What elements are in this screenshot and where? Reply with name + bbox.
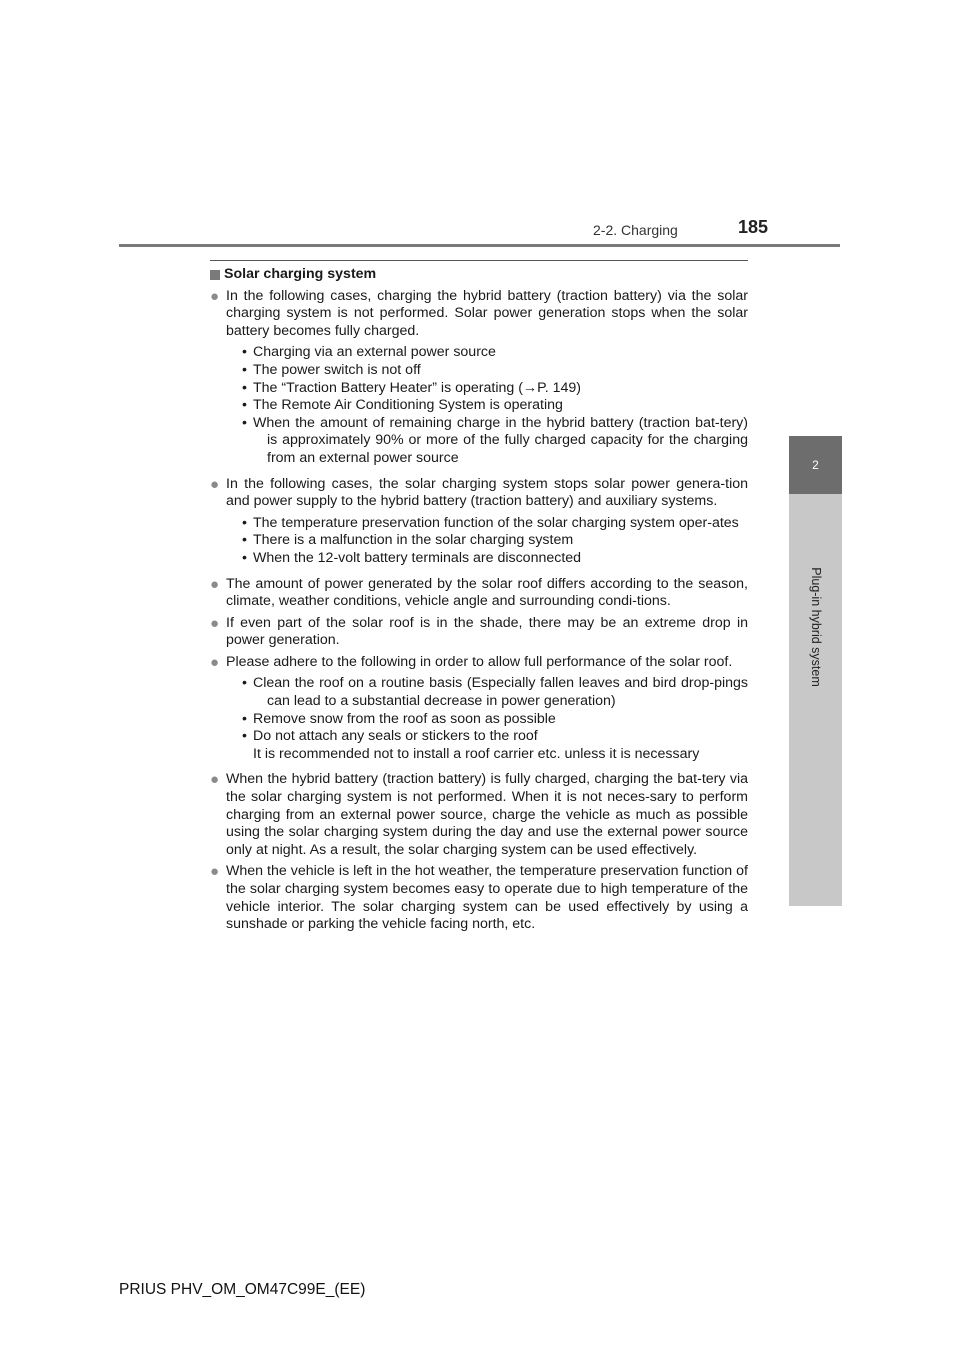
- list-item: • Remove snow from the roof as soon as possible: [242, 710, 556, 727]
- section-heading: [210, 266, 748, 284]
- circle-bullet-icon: ●: [210, 287, 220, 305]
- content-divider: [210, 260, 748, 261]
- bullet-point: [210, 476, 748, 572]
- list-item: • When the 12-volt battery terminals are disconnected: [242, 549, 582, 566]
- list-item: • The “Traction Battery Heater” is operating (→P. 149): [242, 379, 582, 396]
- list-item: • There is a malfunction in the solar charging system: [242, 532, 574, 549]
- header-divider: [119, 244, 840, 247]
- bullet-text: When the vehicle is left in the hot weather, the temperature preservation function of the solar charging system becomes easy to operate due to high temperature of the vehicle interior. The solar charging system can be used effectively by using a sunshade or parking the vehicle facing north, etc.: [226, 863, 748, 933]
- manual-id-footer: PRIUS PHV_OM_OM47C99E_(EE): [119, 1281, 366, 1298]
- chapter-title-tab: [789, 494, 842, 906]
- circle-bullet-icon: ●: [210, 653, 220, 671]
- bullet-point: [210, 771, 748, 859]
- bullet-point: [210, 576, 748, 611]
- bullet-point: [210, 863, 748, 933]
- bullet-point: [210, 615, 748, 650]
- square-bullet-icon: [210, 270, 220, 280]
- bullet-text: In the following cases, the solar charging system stops solar power genera-tion and power supply to the hybrid battery (traction battery) and auxiliary systems.: [226, 475, 748, 510]
- sub-list: [242, 344, 748, 467]
- bullet-text: Please adhere to the following in order to allow full performance of the solar roof.: [226, 653, 733, 670]
- list-item: • The power switch is not off: [242, 361, 421, 378]
- circle-bullet-icon: ●: [210, 771, 220, 789]
- list-item: • Charging via an external power source: [242, 344, 496, 361]
- bullet-text: The amount of power generated by the solar roof differs according to the season, climate, weather conditions, vehicle angle and surrounding condi-tions.: [226, 575, 748, 610]
- circle-bullet-icon: ●: [210, 475, 220, 493]
- circle-bullet-icon: ●: [210, 575, 220, 593]
- bullet-point: [210, 288, 748, 472]
- section-title: Solar charging system: [224, 266, 377, 282]
- list-item: • Do not attach any seals or stickers to the roof: [242, 728, 538, 745]
- sub-list: [242, 675, 748, 763]
- list-note: It is recommended not to install a roof carrier etc. unless it is necessary: [253, 745, 700, 762]
- sub-list: [242, 515, 748, 568]
- content-body: [210, 266, 748, 938]
- list-item: • When the amount of remaining charge in the hybrid battery (traction bat-tery) is approximately 90% or more of the fully charged capacity for the charging from an external power source: [242, 414, 748, 466]
- bullet-text: When the hybrid battery (traction battery) is fully charged, charging the bat-tery via the solar charging system is not performed. When it is not neces-sary to perform charging from an external power source, charge the vehicle as much as possible using the solar charging system during the day and use the external power source only at night. As a result, the solar charging system can be used effectively.: [226, 771, 748, 858]
- section-breadcrumb: 2-2. Charging: [593, 222, 678, 238]
- list-item: • The temperature preservation function of the solar charging system oper-ates: [242, 514, 739, 531]
- circle-bullet-icon: ●: [210, 863, 220, 881]
- list-item: • Clean the roof on a routine basis (Especially fallen leaves and bird drop-pings can lead to a substantial decrease in power generation): [242, 675, 748, 710]
- bullet-text: If even part of the solar roof is in the shade, there may be an extreme drop in power generation.: [226, 614, 748, 649]
- circle-bullet-icon: ●: [210, 614, 220, 632]
- chapter-number-tab: 2: [789, 436, 842, 494]
- list-item: • The Remote Air Conditioning System is operating: [242, 397, 563, 414]
- chapter-title: Plug-in hybrid system: [808, 567, 823, 687]
- bullet-text: In the following cases, charging the hybrid battery (traction battery) via the solar charging system is not performed. Solar power generation stops when the solar battery becomes fully charged.: [226, 287, 748, 339]
- page-number: 185: [738, 217, 769, 237]
- bullet-point: [210, 654, 748, 768]
